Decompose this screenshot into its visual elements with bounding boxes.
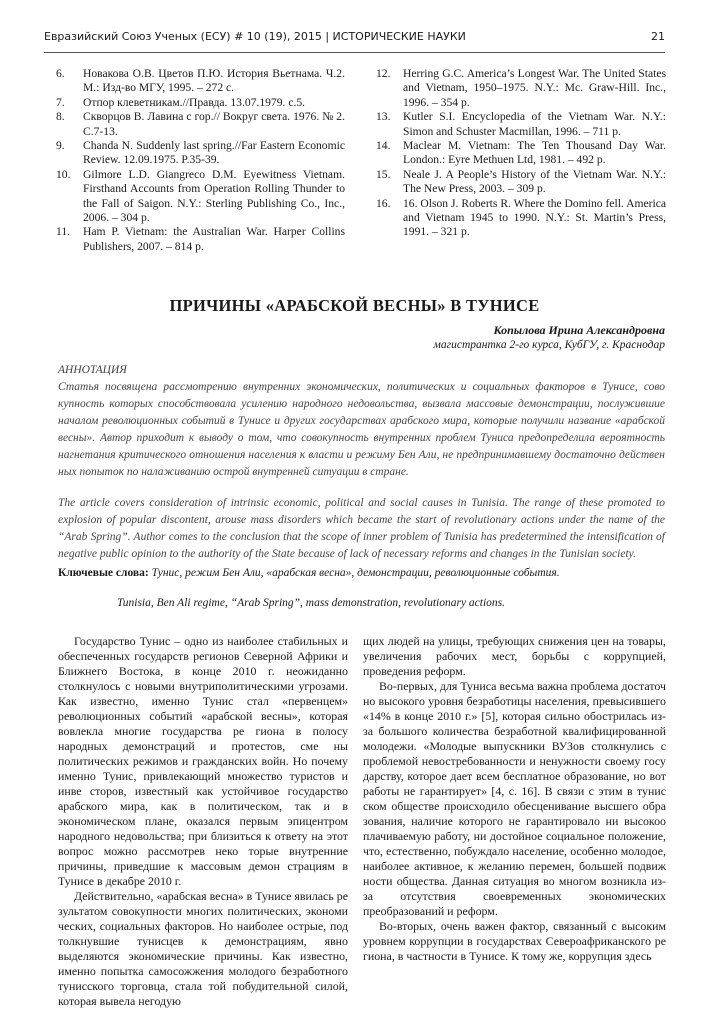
running-header	[44, 30, 665, 46]
annotation-heading: АННОТАЦИЯ	[58, 364, 127, 376]
reference-item	[56, 96, 345, 110]
keywords-ru-value: Тунис, режим Бен Али, «арабская весна», демонстрации, революционные события.	[151, 567, 560, 579]
journal-running-title: Евразийский Союз Ученых (ЕСУ) # 10 (19), 2015 | ИСТОРИЧЕСКИЕ НАУКИ	[44, 30, 466, 43]
keywords-english: Tunisia, Ben Ali regime, “Arab Spring”, mass demonstration, revolutionary actions.	[117, 597, 506, 609]
reference-item	[56, 67, 345, 96]
article-title: ПРИЧИНЫ «АРАБСКОЙ ВЕСНЫ» В ТУНИСЕ	[169, 296, 540, 315]
references-left-column	[56, 67, 345, 254]
reference-item	[376, 197, 666, 240]
header-rule	[44, 52, 665, 53]
author-affiliation: магистрантка 2-го курса, КубГУ, г. Краснодар	[433, 339, 665, 351]
reference-item	[376, 67, 666, 110]
reference-text: Отпор клеветникам.//Правда. 13.07.1979. с.5.	[83, 95, 306, 109]
reference-number: 7.	[56, 95, 65, 109]
reference-text: Chanda N. Suddenly last spring.//Far Eastern Economic Review. 12.09.1975. P.35-39.	[83, 139, 345, 167]
annotation-english: The article covers consideration of intrinsic economic, political and social causes in Tunisia. The range of these promoted to explosion of popular discontent, arouse mass disorders which became the start of revolutionary actions under the name of the “Arab Spring”. Author comes to the conclusion that the scope of inner problem of Tunisia has predetermined the intensification of negative public opinion to the authority of the State because of lack of necessary reforms and changes in the Tunisian society.	[58, 497, 665, 560]
reference-text: 16. Olson J. Roberts R. Where the Domino fell. America and Vietnam 1945 to 1990. N.Y.: St. Martin’s Press, 1991. – 321 p.	[403, 196, 666, 239]
reference-number: 13.	[376, 110, 391, 124]
reference-text: Скворцов В. Лавина с гор.// Вокруг света. 1976. № 2. С.7-13.	[83, 110, 345, 138]
reference-number: 12.	[376, 67, 391, 80]
reference-number: 14.	[376, 139, 391, 153]
reference-number: 6.	[56, 67, 65, 80]
reference-text: Ham P. Vietnam: the Australian War. Harper Collins Publishers, 2007. – 814 p.	[83, 225, 345, 253]
reference-item	[56, 139, 345, 168]
body-paragraph: Государство Тунис – одно из наиболее стабильных и обеспеченных государств регионов Северной Африки и Ближнего Востока, в конце 2010 г. неожиданно столкнулось с новыми внутриполитическими угрозами. Как известно, именно Тунис стал «первенцем» революционных событий «арабской весны», которая вовлекла многие государства ре гиона в полосу народных демонстраций и протестов, сме ны политических режимов и гражданских войн. Но почему именно Тунис, привлекающий множество туристов и инве сторов, известный как устойчивое государство арабского мира, как в политическом, так и в экономическом плане, оказался первым эпицентром народного недовольства; при близиться к ответу на этот вопрос можно рассмотрев неко торые внутренние причины, приведшие к массовым демон страциям в Тунисе в декабре 2010 г.	[58, 634, 348, 888]
keywords-label: Ключевые слова:	[58, 567, 149, 579]
reference-item	[376, 168, 666, 197]
reference-item	[376, 110, 666, 139]
reference-text: Новакова О.В. Цветов П.Ю. История Вьетнама. Ч.2. М.: Изд-во МГУ, 1995. – 272 с.	[83, 67, 345, 95]
reference-text: Gilmore L.D. Giangreco D.M. Eyewitness Vietnam. Firsthand Accounts from Operation Rolling Thunder to the Fall of Saigon. N.Y.: Sterling Publishing Co., Inc., 2006. – 304 p.	[83, 167, 345, 225]
reference-item	[376, 139, 666, 168]
article-author: Копылова Ирина Александровна	[493, 323, 665, 337]
reference-text: Kutler S.I. Encyclopedia of the Vietnam War. N.Y.: Simon and Schuster Macmillan, 1996. – 711 p.	[403, 110, 666, 138]
annotation-russian: Статья посвящена рассмотрению внутренних экономических, политических и социальных факторов в Тунисе, сово купность которых способствовала усилению народного недовольства, вызвала массовые демонстрации, послужившие началом революционных событий в Тунисе и других государствах арабского мира, которые получили название «арабской весны». Автор приходит к выводу о том, что совокупность внутренних проблем Туниса предопределила вероятность нагнетания критического отношения населения к власти и режиму Бен Али, не предпринимавшему достаточно действен ных попыток по налаживанию острой внутренней ситуации в стране.	[58, 381, 665, 478]
reference-number: 10.	[56, 167, 71, 181]
body-left-column	[58, 634, 348, 1009]
reference-text: Maclear M. Vietnam: The Ten Thousand Day War. London.: Eyre Methuen Ltd, 1981. – 492 p.	[403, 139, 666, 167]
body-paragraph: щих людей на улицы, требующих снижения цен на товары, увеличения рабочих мест, борьбы с коррупцией, проведения реформ.	[363, 634, 666, 678]
reference-number: 11.	[56, 225, 71, 239]
references-right-column	[376, 67, 666, 240]
reference-number: 9.	[56, 139, 65, 153]
reference-item	[56, 168, 345, 226]
body-paragraph: Действительно, «арабская весна» в Тунисе явилась ре зультатом совокупности многих политических, экономи ческих, социальных факторов. Но наиболее острые, под толкнувшие тунисцев к демонстрациям, явно выделяются экономические причины. Как известно, именно попытка самосожжения молодого безработного тунисского торговца, стала той побудительной силой, которая вывела негодую	[58, 889, 348, 1008]
reference-number: 15.	[376, 167, 391, 181]
reference-item	[56, 225, 345, 254]
page-number: 21	[651, 30, 665, 43]
body-right-column	[363, 634, 666, 964]
reference-item	[56, 110, 345, 139]
reference-number: 16.	[376, 196, 391, 210]
reference-number: 8.	[56, 110, 65, 124]
reference-text: Neale J. A People’s History of the Vietnam War. N.Y.: The New Press, 2003. – 309 p.	[403, 167, 666, 196]
body-paragraph: Во-первых, для Туниса весьма важна проблема достаточ но высокого уровня безработицы населения, превысившего «14% в конце 2010 г.» [5], которая сильно обострилась из-за большого количества безработной квалифицированной молодежи. «Молодые выпускники ВУЗов столкнулись с проблемой невостребованности и ненужности своему госу дарству, которое дает всем бесплатное образование, но вот работы не гарантирует» [4, с. 16]. В связи с этим в тунис ском обществе происходило обесценивание высшего обра зования, наличие которого не гарантировало ни высокоо плачиваемую работу, ни достойное социальное положение, что, естественно, побуждало население, особенно молодое, наиболее активное, к желанию перемен, большей подвиж ности общества. Данная ситуация во многом возникла из-за отсутствия своевременных экономических преобразований и реформ.	[363, 679, 666, 918]
reference-text: Herring G.C. America’s Longest War. The United States and Vietnam, 1950–1975. N.Y.: Mc. Graw-Hill. Inc., 1996. – 354 p.	[403, 67, 666, 109]
body-paragraph: Во-вторых, очень важен фактор, связанный с высоким уровнем коррупции в государствах Североафриканского ре гиона, в частности в Тунисе. К тому же, коррупция здесь	[363, 919, 666, 963]
keywords-russian	[58, 567, 665, 579]
